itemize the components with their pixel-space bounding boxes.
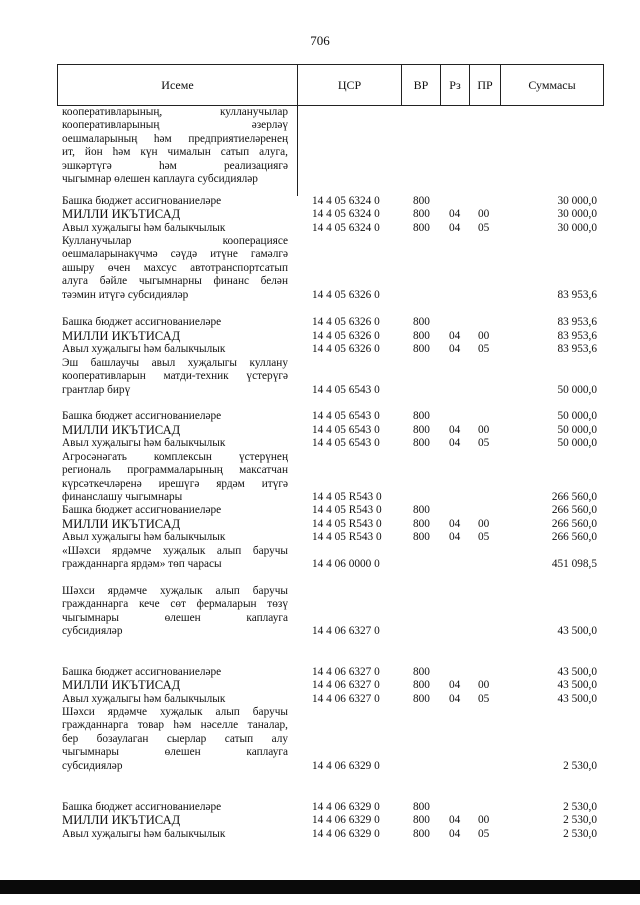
row-name-line: тәэмин итүгә субсидияләр xyxy=(62,288,189,301)
row-csr: 14 4 06 6327 0 xyxy=(312,692,380,705)
row-name xyxy=(62,316,288,329)
row-name-line: Кулланучылар кооперациясе xyxy=(62,235,288,247)
row-name-line: Шәхси ярдәмче хуҗалык алып баручы xyxy=(62,585,288,597)
header-sum: Суммасы xyxy=(528,77,576,92)
row-sum: 266 560,0 xyxy=(551,503,597,516)
table-row xyxy=(0,410,640,423)
table-row xyxy=(0,208,640,221)
row-name xyxy=(62,437,288,450)
row-sum: 2 530,0 xyxy=(563,759,597,772)
table-row xyxy=(0,545,640,572)
row-name-line: МИЛЛИ ИКЪТИСАД xyxy=(62,517,181,531)
row-sum: 83 953,6 xyxy=(557,315,597,328)
row-vr: 800 xyxy=(413,409,430,422)
row-pr: 00 xyxy=(478,207,490,220)
table-row xyxy=(0,814,640,827)
row-name-line: күрсәткечләренә ирешүгә ярдәм итүгә xyxy=(62,477,288,490)
row-name-line: Башка бюджет ассигнованиеләре xyxy=(62,666,222,678)
row-name-line: Авыл хуҗалыгы һәм балыкчылык xyxy=(62,828,226,840)
row-csr: 14 4 05 6543 0 xyxy=(312,423,380,436)
row-rz: 04 xyxy=(449,436,461,449)
row-csr: 14 4 06 6327 0 xyxy=(312,678,380,691)
row-name-line: финанслашу чыгымнары xyxy=(62,491,183,504)
row-name-line: МИЛЛИ ИКЪТИСАД xyxy=(62,207,181,221)
row-sum: 30 000,0 xyxy=(557,221,597,234)
table-row xyxy=(0,585,640,639)
row-rz: 04 xyxy=(449,207,461,220)
row-csr: 14 4 05 6543 0 xyxy=(312,409,380,422)
row-name-line: алуга бәйле чыгымнарны финанс белән xyxy=(62,275,288,288)
row-name-line: Башка бюджет ассигнованиеләре xyxy=(62,801,222,813)
row-sum: 30 000,0 xyxy=(557,207,597,220)
row-name-line: грантлар бирү xyxy=(62,383,131,396)
row-pr: 00 xyxy=(478,678,490,691)
row-name-line: бер бозаулаган сыерлар сатып алу xyxy=(62,732,288,745)
row-csr: 14 4 05 6543 0 xyxy=(312,436,380,449)
row-rz: 04 xyxy=(449,423,461,436)
row-name xyxy=(62,814,288,827)
row-csr: 14 4 06 6327 0 xyxy=(312,625,380,638)
row-rz: 04 xyxy=(449,329,461,342)
row-name-line: кооперативларының әзерләү xyxy=(62,119,288,132)
row-name-line: чыгымнары өлешен каплауга xyxy=(62,746,288,759)
header-pr: ПР xyxy=(470,65,501,105)
row-sum: 43 500,0 xyxy=(557,692,597,705)
row-csr: 14 4 06 6329 0 xyxy=(312,827,380,840)
row-name xyxy=(62,410,288,423)
row-csr: 14 4 05 6326 0 xyxy=(312,315,380,328)
row-name-line: ит, йон һәм күн чималын сатып алуга, xyxy=(62,146,288,159)
row-name xyxy=(62,106,288,186)
row-name xyxy=(62,235,288,302)
row-sum: 83 953,6 xyxy=(557,342,597,355)
row-sum: 43 500,0 xyxy=(557,678,597,691)
row-rz: 04 xyxy=(449,530,461,543)
row-name xyxy=(62,706,288,773)
header-name: Исеме xyxy=(58,65,298,105)
row-name xyxy=(62,424,288,437)
row-rz: 04 xyxy=(449,517,461,530)
row-csr: 14 4 05 6326 0 xyxy=(312,342,380,355)
row-name-line: Башка бюджет ассигнованиеләре xyxy=(62,195,222,207)
row-vr: 800 xyxy=(413,329,430,342)
table-row xyxy=(0,531,640,544)
row-csr: 14 4 06 6329 0 xyxy=(312,813,380,826)
row-csr: 14 4 06 6327 0 xyxy=(312,665,380,678)
table-row xyxy=(0,693,640,706)
header-rz: Рз xyxy=(441,65,470,105)
row-pr: 05 xyxy=(478,530,490,543)
row-name-line: Эш башлаучы авыл хуҗалыгы куллану xyxy=(62,357,288,369)
row-name-line: гражданнарга товар һәм нәселле таналар, xyxy=(62,719,288,732)
row-name xyxy=(62,545,288,572)
row-name-line: Авыл хуҗалыгы һәм балыкчылык xyxy=(62,222,226,234)
row-sum: 266 560,0 xyxy=(551,530,597,543)
row-name-line: Башка бюджет ассигнованиеләре xyxy=(62,410,222,422)
table-row xyxy=(0,424,640,437)
row-pr: 05 xyxy=(478,692,490,705)
row-name-line: Авыл хуҗалыгы һәм балыкчылык xyxy=(62,437,226,449)
row-name-line: оешмаларынакүчмә сәүдә итүне гамәлгә xyxy=(62,248,288,261)
row-vr: 800 xyxy=(413,436,430,449)
row-pr: 05 xyxy=(478,342,490,355)
table-row xyxy=(0,437,640,450)
scan-bottom-bar xyxy=(0,880,640,894)
row-pr: 00 xyxy=(478,423,490,436)
row-csr: 14 4 06 6329 0 xyxy=(312,759,380,772)
table-row xyxy=(0,451,640,505)
row-name-line: Авыл хуҗалыгы һәм балыкчылык xyxy=(62,343,226,355)
header-csr: ЦСР xyxy=(298,65,402,105)
row-sum: 43 500,0 xyxy=(557,625,597,638)
row-csr: 14 4 05 R543 0 xyxy=(312,491,382,504)
row-rz: 04 xyxy=(449,813,461,826)
row-sum: 83 953,6 xyxy=(557,288,597,301)
row-name xyxy=(62,208,288,221)
row-sum: 43 500,0 xyxy=(557,665,597,678)
table-row xyxy=(0,343,640,356)
table-row xyxy=(0,316,640,329)
row-name xyxy=(62,679,288,692)
row-name-line: кооперативларының, кулланучылар xyxy=(62,106,288,118)
row-vr: 800 xyxy=(413,423,430,436)
row-name xyxy=(62,451,288,505)
row-rz: 04 xyxy=(449,221,461,234)
row-csr: 14 4 05 R543 0 xyxy=(312,517,382,530)
row-name-line: «Шәхси ярдәмче хуҗалык алып баручы xyxy=(62,545,288,557)
row-rz: 04 xyxy=(449,678,461,691)
row-name xyxy=(62,518,288,531)
row-rz: 04 xyxy=(449,827,461,840)
row-sum: 451 098,5 xyxy=(551,558,597,571)
row-csr: 14 4 05 6326 0 xyxy=(312,329,380,342)
row-csr: 14 4 05 6326 0 xyxy=(312,288,380,301)
table-row xyxy=(0,504,640,517)
row-csr: 14 4 05 R543 0 xyxy=(312,503,382,516)
row-name-line: субсидияләр xyxy=(62,625,123,638)
page-number: 706 xyxy=(310,33,330,48)
row-csr: 14 4 05 6324 0 xyxy=(312,194,380,207)
row-sum: 83 953,6 xyxy=(557,329,597,342)
row-name xyxy=(62,828,288,841)
table-row xyxy=(0,106,640,186)
row-vr: 800 xyxy=(413,692,430,705)
row-csr: 14 4 06 6329 0 xyxy=(312,800,380,813)
table-row xyxy=(0,828,640,841)
row-vr: 800 xyxy=(413,827,430,840)
row-sum: 266 560,0 xyxy=(551,517,597,530)
row-vr: 800 xyxy=(413,678,430,691)
row-name-line: ашыру өчен махсус автотранспортсатып xyxy=(62,261,288,274)
row-vr: 800 xyxy=(413,194,430,207)
row-name xyxy=(62,330,288,343)
row-vr: 800 xyxy=(413,221,430,234)
row-pr: 05 xyxy=(478,827,490,840)
row-csr: 14 4 05 6543 0 xyxy=(312,383,380,396)
row-vr: 800 xyxy=(413,503,430,516)
table-row xyxy=(0,222,640,235)
row-rz: 04 xyxy=(449,692,461,705)
table-row xyxy=(0,518,640,531)
row-name-line: МИЛЛИ ИКЪТИСАД xyxy=(62,423,181,437)
table-row xyxy=(0,330,640,343)
row-sum: 2 530,0 xyxy=(563,813,597,826)
row-pr: 05 xyxy=(478,221,490,234)
row-name-line: гражданнарга кече сөт фермаларын төзү xyxy=(62,598,288,611)
row-sum: 50 000,0 xyxy=(557,409,597,422)
row-vr: 800 xyxy=(413,813,430,826)
row-name-line: эшкәртүгә һәм реализациягә xyxy=(62,159,288,172)
table-row xyxy=(0,235,640,302)
row-vr: 800 xyxy=(413,207,430,220)
row-name-line: МИЛЛИ ИКЪТИСАД xyxy=(62,813,181,827)
row-name xyxy=(62,222,288,235)
row-name-line: МИЛЛИ ИКЪТИСАД xyxy=(62,678,181,692)
row-csr: 14 4 06 0000 0 xyxy=(312,558,380,571)
row-sum: 30 000,0 xyxy=(557,194,597,207)
row-vr: 800 xyxy=(413,800,430,813)
row-sum: 266 560,0 xyxy=(551,491,597,504)
row-csr: 14 4 05 R543 0 xyxy=(312,530,382,543)
row-name-line: Авыл хуҗалыгы һәм балыкчылык xyxy=(62,693,226,705)
header-vr: ВР xyxy=(402,65,441,105)
row-name-line: Башка бюджет ассигнованиеләре xyxy=(62,504,222,516)
row-name-line: субсидияләр xyxy=(62,759,123,772)
row-rz: 04 xyxy=(449,342,461,355)
row-vr: 800 xyxy=(413,315,430,328)
row-vr: 800 xyxy=(413,665,430,678)
row-sum: 50 000,0 xyxy=(557,383,597,396)
row-name-line: чыгымнары өлешен каплауга xyxy=(62,611,288,624)
row-sum: 2 530,0 xyxy=(563,800,597,813)
table-row xyxy=(0,706,640,773)
row-pr: 05 xyxy=(478,436,490,449)
row-name-line: Башка бюджет ассигнованиеләре xyxy=(62,316,222,328)
row-name-line: гражданнарга ярдәм» төп чарасы xyxy=(62,558,222,571)
row-csr: 14 4 05 6324 0 xyxy=(312,207,380,220)
row-pr: 00 xyxy=(478,329,490,342)
row-sum: 50 000,0 xyxy=(557,423,597,436)
row-name-line: Шәхси ярдәмче хуҗалык алып баручы xyxy=(62,706,288,718)
row-name-line: чыгымнар өлешен каплауга субсидияләр xyxy=(62,172,258,185)
row-name xyxy=(62,531,288,544)
row-sum: 50 000,0 xyxy=(557,436,597,449)
row-pr: 00 xyxy=(478,813,490,826)
row-name xyxy=(62,585,288,639)
table-row xyxy=(0,679,640,692)
row-name-line: кооперативларын матди-техник үстерүгә xyxy=(62,370,288,383)
row-name-line: Авыл хуҗалыгы һәм балыкчылык xyxy=(62,531,226,543)
row-name-line: Агросәнәгать комплексын үстерүнең xyxy=(62,451,288,463)
row-name-line: МИЛЛИ ИКЪТИСАД xyxy=(62,329,181,343)
row-sum: 2 530,0 xyxy=(563,827,597,840)
row-vr: 800 xyxy=(413,342,430,355)
row-name xyxy=(62,343,288,356)
row-name-line: региональ программаларының максатчан xyxy=(62,464,288,477)
row-name-line: оешмаларының һәм предприятиеләренең xyxy=(62,132,288,145)
row-pr: 00 xyxy=(478,517,490,530)
row-csr: 14 4 05 6324 0 xyxy=(312,221,380,234)
row-vr: 800 xyxy=(413,530,430,543)
row-name xyxy=(62,504,288,517)
row-name xyxy=(62,693,288,706)
row-vr: 800 xyxy=(413,517,430,530)
row-name xyxy=(62,357,288,397)
table-row xyxy=(0,357,640,397)
